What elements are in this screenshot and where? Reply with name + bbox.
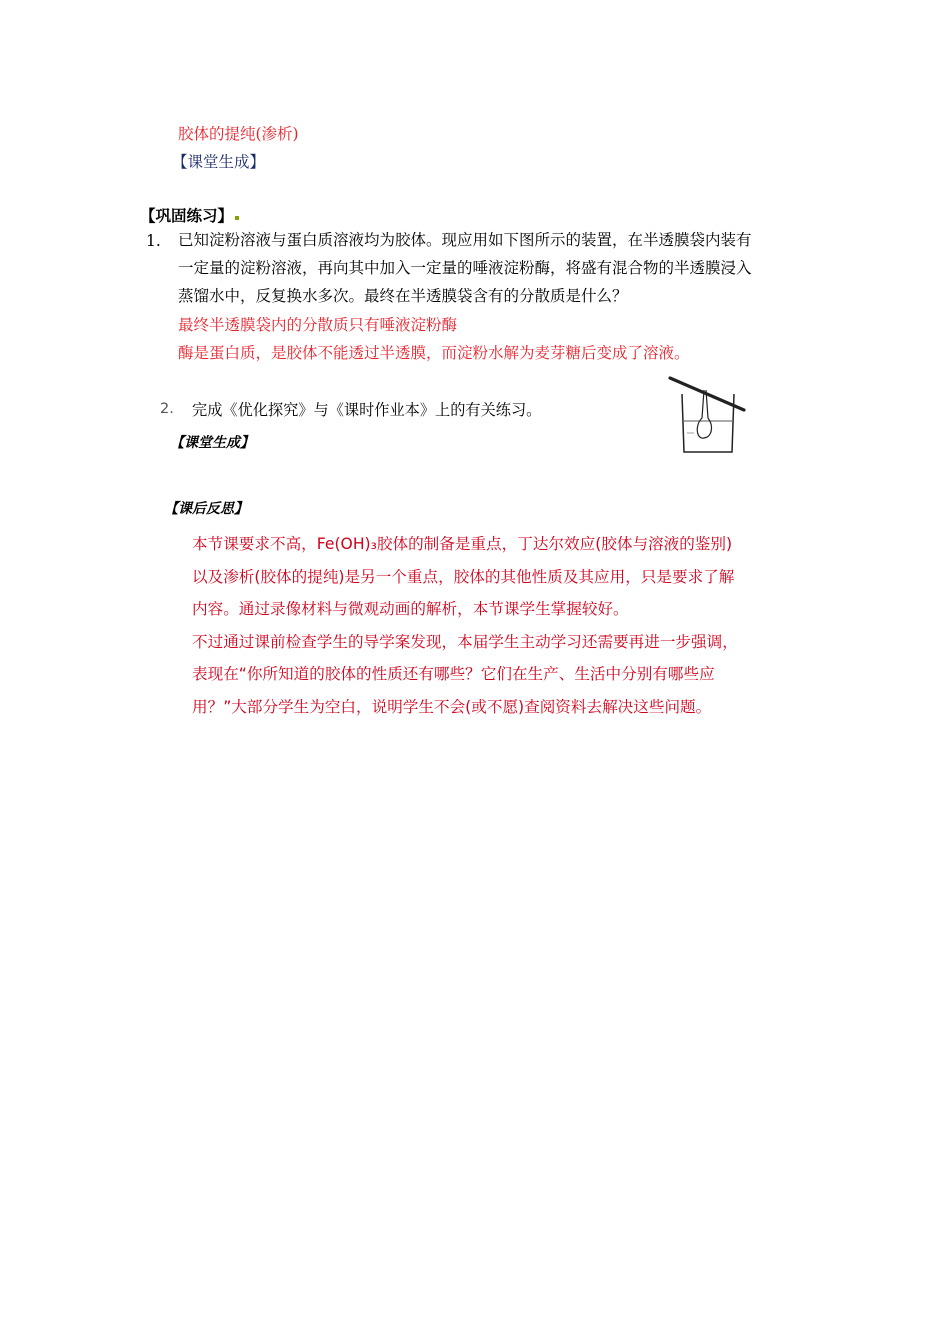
reflection-line: 以及渗析(胶体的提纯)是另一个重点，胶体的其他性质及其应用，只是要求了解 — [192, 567, 735, 586]
question-text: 完成《优化探究》与《课时作业本》上的有关练习。 — [192, 401, 542, 419]
answer-text — [178, 311, 690, 367]
practice-heading — [140, 204, 239, 226]
class-output-label: 【课堂生成】 — [170, 435, 254, 451]
marker-dot — [235, 216, 239, 220]
reflection-line: 不过通过课前检查学生的导学案发现，本届学生主动学习还需要再进一步强调， — [192, 632, 738, 651]
question-line: 已知淀粉溶液与蛋白质溶液均为胶体。现应用如下图所示的装置，在半透膜袋内装有 — [178, 231, 752, 249]
reflection-text — [192, 528, 738, 723]
beaker-diagram — [664, 374, 750, 460]
reflection-line: 本节课要求不高，Fe(OH)₃胶体的制备是重点，丁达尔效应(胶体与溶液的鉴别) — [192, 535, 733, 553]
question-line: 蒸馏水中，反复换水多次。最终在半透膜袋含有的分散质是什么？ — [178, 287, 628, 305]
reflection-label: 【课后反思】 — [164, 501, 248, 517]
class-output-label: 【课堂生成】 — [172, 153, 266, 171]
answer-line: 最终半透膜袋内的分散质只有唾液淀粉酶 — [178, 316, 458, 334]
answer-line: 酶是蛋白质，是胶体不能透过半透膜，而淀粉水解为麦芽糖后变成了溶液。 — [178, 344, 690, 362]
question-number: 1. — [146, 232, 161, 250]
question-number: 2. — [160, 401, 174, 417]
reflection-line: 内容。通过录像材料与微观动画的解析，本节课学生掌握较好。 — [192, 600, 629, 618]
reflection-line: 表现在“你所知道的胶体的性质还有哪些？它们在生产、生活中分别有哪些应 — [192, 665, 715, 683]
question-text — [178, 226, 752, 310]
practice-heading-text: 【巩固练习】 — [140, 206, 234, 225]
reflection-line: 用？”大部分学生为空白，说明学生不会(或不愿)查阅资料去解决这些问题。 — [192, 697, 712, 716]
section-heading: 胶体的提纯(渗析) — [178, 125, 299, 143]
question-line: 一定量的淀粉溶液，再向其中加入一定量的唾液淀粉酶，将盛有混合物的半透膜浸入 — [178, 259, 752, 277]
